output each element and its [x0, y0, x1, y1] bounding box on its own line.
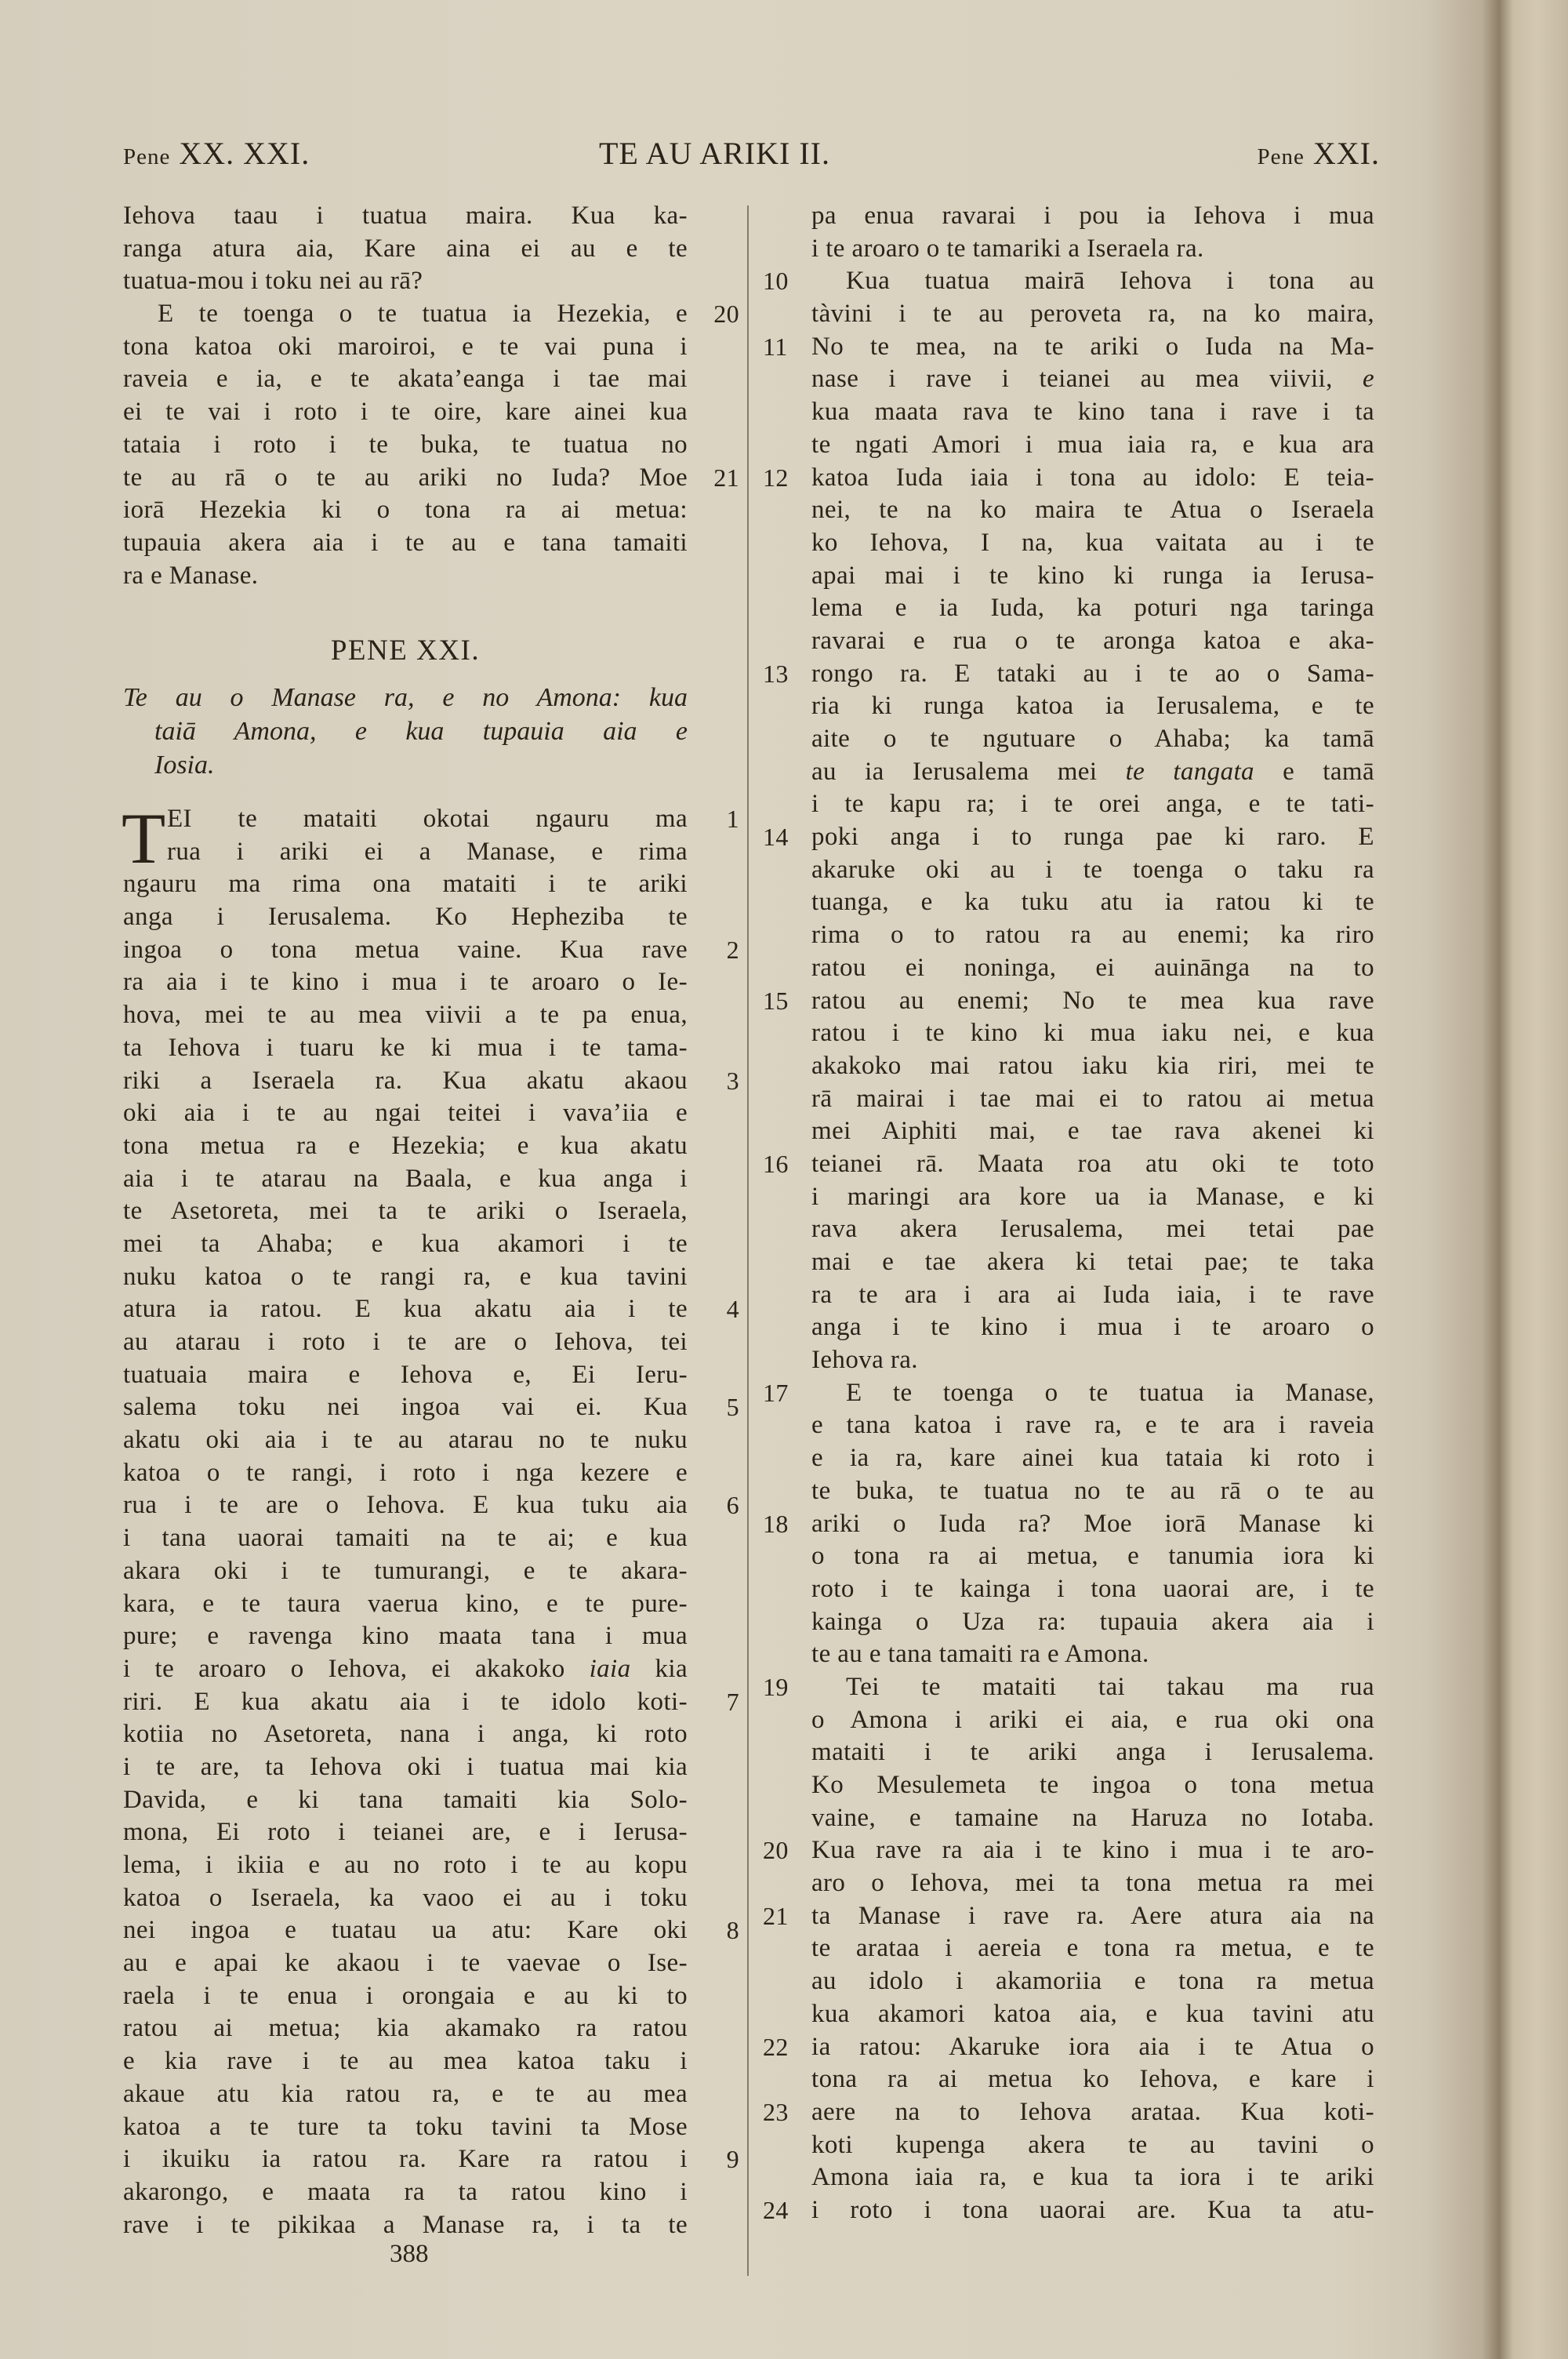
text-line — [123, 2078, 688, 2111]
line-text: mona, Ei roto i teianei are, e i Ierusa- — [123, 1818, 688, 1847]
summary-line: taiā Amona, e kua tupauia aia e — [154, 717, 688, 746]
verse-number: 20 — [763, 1836, 789, 1865]
verse-number: 5 — [726, 1393, 739, 1422]
text-line — [811, 919, 1374, 952]
line-text: katoa o Iseraela, ka vaoo ei au i toku — [123, 1883, 688, 1912]
line-text: i maringi ara kore ua ia Manase, e ki — [811, 1182, 1374, 1211]
line-text: ariki o Iuda ra? Moe iorā Manase ki — [811, 1509, 1374, 1538]
line-text: ratou au enemi; No te mea kua rave — [811, 986, 1374, 1015]
verse-number: 1 — [726, 805, 739, 833]
line-text: teianei rā. Maata roa atu oki te toto — [811, 1149, 1374, 1178]
text-line — [123, 560, 688, 593]
text-line — [763, 2096, 1374, 2129]
verse-number: 2 — [726, 935, 739, 964]
line-text: mei ta Ahaba; e kua akamori i te — [123, 1229, 688, 1258]
verse-number: 11 — [763, 332, 788, 361]
line-text: ta Iehova i tuaru ke ki mua i te tama- — [123, 1033, 688, 1062]
line-text: nuku katoa o te rangi ra, e kua tavini — [123, 1262, 688, 1291]
line-text: akatu oki aia i te au atarau no te nuku — [123, 1426, 688, 1455]
text-line — [123, 1686, 739, 1719]
text-line — [123, 233, 688, 266]
verse-number: 14 — [763, 823, 789, 852]
line-text: E te toenga o te tuatua ia Hezekia, e — [158, 300, 688, 329]
text-line — [123, 429, 688, 462]
line-text: raveia e ia, e te akata’eanga i tae mai — [123, 365, 688, 394]
text-line — [811, 1311, 1374, 1344]
text-line — [763, 1671, 1374, 1704]
text-line — [811, 690, 1374, 723]
line-text: iorā Hezekia ki o tona ra ai metua: — [123, 496, 688, 525]
line-text: te ngati Amori i mua iaia ra, e kua ara — [811, 430, 1374, 459]
line-text: ei te vai i roto i te oire, kare ainei kua — [123, 398, 688, 427]
line-text: koti kupenga akera te au tavini o — [811, 2130, 1374, 2159]
line-text: i te aroaro o te tamariki a Iseraela ra. — [811, 234, 1204, 263]
line-text: lema, i ikiia e au no roto i te au kopu — [123, 1851, 688, 1879]
line-text: akaruke oki au i te toenga o taku ra — [811, 855, 1374, 884]
verse-number: 20 — [713, 300, 739, 329]
italic-text: te tangata — [1125, 757, 1254, 786]
line-text: kua akamori katoa aia, e kua tavini atu — [811, 1999, 1374, 2028]
line-text: tuanga, e ka tuku atu ia ratou ki te — [811, 888, 1374, 917]
verse-number: 3 — [726, 1066, 739, 1095]
line-text: rongo ra. E tataki au i te ao o Sama- — [811, 659, 1374, 688]
line-text: tàvini i te au peroveta ra, na ko maira, — [811, 300, 1374, 329]
text-line — [123, 1751, 688, 1784]
line-text: nase i rave i teianei au mea viivii, e — [811, 365, 1374, 394]
text-line — [811, 1704, 1374, 1737]
line-text: i te kapu ra; i te orei anga, e te tati- — [811, 790, 1374, 819]
left-column-continuation — [123, 200, 739, 592]
line-text: oki aia i te au ngai teitei i vava’iia e — [123, 1099, 688, 1128]
line-text: pure; e ravenga kino maata tana i mua — [123, 1622, 688, 1651]
text-line — [811, 1442, 1374, 1475]
line-text: aite o te ngutuare o Ahaba; ka tamā — [811, 725, 1374, 753]
line-text: kainga o Uza ra: tupauia akera aia i — [811, 1607, 1374, 1636]
text-line — [811, 1115, 1374, 1148]
verse-number: 18 — [763, 1509, 789, 1538]
text-line — [763, 1377, 1374, 1410]
text-line — [811, 1017, 1374, 1050]
line-text: rave i te pikikaa a Manase ra, i ta te — [123, 2210, 688, 2239]
text-line — [811, 1050, 1374, 1083]
text-line — [811, 592, 1374, 625]
line-text: i tana uaorai tamaiti na te ai; e kua — [123, 1524, 688, 1553]
text-line — [123, 1849, 688, 1882]
italic-text: e — [1362, 365, 1374, 394]
text-line — [123, 2045, 688, 2078]
line-text: Ko Mesulemeta te ingoa o tona metua — [811, 1771, 1374, 1799]
text-line — [123, 331, 688, 364]
text-line — [123, 1228, 688, 1261]
italic-text: iaia — [589, 1654, 631, 1683]
verse-number: 17 — [763, 1378, 789, 1407]
line-text: ratou ai metua; kia akamako ra ratou — [123, 2014, 688, 2043]
line-text: rima o to ratou ra au enemi; ka riro — [811, 921, 1374, 950]
text-line — [763, 1148, 1374, 1181]
text-line — [811, 1638, 1374, 1671]
line-text: nei, te na ko maira te Atua o Iseraela — [811, 496, 1374, 525]
line-text: tona metua ra e Hezekia; e kua akatu — [123, 1131, 688, 1160]
line-text: te arataa i aereia e tona ra metua, e te — [811, 1934, 1374, 1963]
line-text: rua i ariki ei a Manase, e rima — [167, 837, 688, 866]
line-text: au ia Ierusalema mei te tangata e tamā — [811, 757, 1375, 786]
chapter-heading: PENE XXI. — [330, 634, 481, 667]
verse-number: 21 — [713, 463, 739, 492]
text-line — [811, 788, 1374, 821]
text-line — [123, 934, 739, 967]
text-line — [123, 1359, 688, 1392]
text-line — [123, 1065, 739, 1098]
text-line — [811, 233, 1374, 266]
text-line — [123, 1261, 688, 1294]
text-line — [123, 1293, 739, 1326]
line-text: No te mea, na te ariki o Iuda na Ma- — [811, 332, 1374, 361]
line-text: akarongo, e maata ra ta ratou kino i — [123, 2177, 688, 2206]
text-line — [811, 298, 1374, 331]
verse-number: 12 — [763, 463, 789, 492]
summary-line: Te au o Manase ra, e no Amona: kua — [123, 683, 688, 712]
text-line — [123, 1522, 688, 1555]
line-text: tupauia akera aia i te au e tana tamaiti — [123, 528, 688, 557]
text-line — [811, 560, 1374, 593]
text-line — [123, 200, 688, 233]
text-line — [123, 1032, 688, 1065]
verse-number: 9 — [726, 2145, 739, 2174]
left-column-body — [122, 798, 739, 2241]
text-line — [123, 1163, 688, 1196]
text-line — [763, 1834, 1374, 1867]
line-text: anga i Ierusalema. Ko Hepheziba te — [123, 903, 688, 932]
line-text: ia ratou: Akaruke iora aia i te Atua o — [811, 2032, 1374, 2061]
text-line — [811, 1344, 1374, 1377]
text-line — [811, 363, 1374, 396]
line-text: raela i te enua i orongaia e au ki to — [123, 1981, 688, 2010]
right-column — [763, 200, 1375, 2227]
line-text: Amona iaia ra, e kua ta iora i te ariki — [811, 2163, 1374, 2192]
line-text: ra te ara i ara ai Iuda iaia, i te rave — [811, 1280, 1374, 1309]
line-text: kua maata rava te kino tana i rave i ta — [811, 398, 1374, 427]
text-line — [123, 1718, 688, 1751]
text-line — [123, 1195, 688, 1228]
page-number: 388 — [390, 2240, 429, 2268]
text-line — [123, 1980, 688, 2013]
text-line — [123, 396, 688, 429]
text-line — [123, 2209, 688, 2242]
text-line — [763, 821, 1374, 854]
text-line — [123, 1816, 688, 1849]
text-line — [811, 952, 1374, 985]
line-text: te au rā o te au ariki no Iuda? Moe — [123, 463, 688, 492]
line-text: katoa o te rangi, i roto i nga kezere e — [123, 1458, 688, 1487]
line-text: i te are, ta Iehova oki i tuatua mai kia — [123, 1752, 688, 1781]
text-line — [811, 200, 1374, 233]
line-text: Iehova ra. — [811, 1346, 918, 1375]
text-line — [123, 462, 739, 495]
line-text: ngauru ma rima ona mataiti i te ariki — [123, 870, 688, 899]
text-line — [123, 2012, 688, 2045]
text-line — [763, 1508, 1374, 1541]
text-line — [763, 331, 1374, 364]
verse-number: 10 — [763, 267, 789, 296]
text-line — [811, 2063, 1374, 2096]
line-text: katoa a te ture ta toku tavini ta Mose — [123, 2112, 688, 2141]
line-text: Kua rave ra aia i te kino i mua i te aro- — [811, 1836, 1374, 1865]
text-line — [123, 1424, 688, 1457]
line-text: vaine, e tamaine na Haruza no Iotaba. — [811, 1803, 1374, 1832]
line-text: aere na to Iehova arataa. Kua koti- — [811, 2097, 1374, 2126]
text-line — [123, 1555, 688, 1588]
text-line — [123, 1914, 739, 1947]
text-line — [811, 723, 1374, 756]
line-text: akara oki i te tumurangi, e te akara- — [123, 1556, 688, 1585]
text-line — [123, 2143, 739, 2176]
text-line — [811, 1932, 1374, 1965]
line-text: i te aroaro o Iehova, ei akakoko iaia kia — [123, 1654, 688, 1683]
text-line — [811, 886, 1374, 919]
verse-number: 24 — [763, 2195, 789, 2224]
text-line — [811, 1213, 1374, 1246]
text-line — [811, 1606, 1374, 1639]
line-text: kara, e te taura vaerua kino, e te pure- — [123, 1589, 688, 1618]
line-text: e tana katoa i rave ra, e te ara i raveia — [811, 1411, 1374, 1440]
verse-number: 4 — [726, 1295, 739, 1324]
line-text: lema e ia Iuda, ka poturi nga taringa — [811, 594, 1374, 623]
line-text: riki a Iseraela ra. Kua akatu akaou — [123, 1066, 688, 1095]
line-text: ravarai e rua o te aronga katoa e aka- — [811, 626, 1374, 655]
text-line — [763, 2031, 1374, 2064]
line-text: rava akera Ierusalema, mei tetai pae — [811, 1215, 1374, 1244]
text-line — [123, 999, 688, 1032]
running-head-left-small: Pene — [123, 144, 171, 169]
text-line — [811, 1867, 1374, 1900]
text-line — [811, 1736, 1374, 1769]
verse-number: 23 — [763, 2097, 789, 2126]
verse-number: 16 — [763, 1149, 789, 1178]
line-text: nei ingoa e tuatau ua atu: Kare oki — [123, 1916, 688, 1945]
line-text: Tei te mataiti tai takau ma rua — [846, 1672, 1374, 1701]
running-head-left — [123, 135, 310, 172]
verse-number: 6 — [726, 1491, 739, 1520]
line-text: o tona ra ai metua, e tanumia iora ki — [811, 1542, 1374, 1571]
line-text: o Amona i ariki ei aia, e rua oki ona — [811, 1705, 1374, 1734]
text-line — [763, 265, 1374, 298]
text-line — [763, 985, 1374, 1018]
text-line — [811, 1279, 1374, 1312]
text-line — [123, 1653, 688, 1686]
line-text: kotiia no Asetoreta, nana i anga, ki roto — [123, 1720, 688, 1749]
line-text: rua i te are o Iehova. E kua tuku aia — [123, 1491, 688, 1520]
text-line — [123, 1784, 688, 1817]
text-line — [123, 1391, 739, 1424]
text-line — [123, 1130, 688, 1163]
text-line — [123, 1620, 688, 1653]
text-line — [123, 1882, 688, 1915]
line-text: aro o Iehova, mei ta tona metua ra mei — [811, 1869, 1374, 1898]
line-text: roto i te kainga i tona uaorai are, i te — [811, 1574, 1374, 1603]
text-line — [811, 1998, 1374, 2031]
text-line — [123, 1457, 688, 1490]
running-head-title: TE AU ARIKI II. — [599, 136, 830, 171]
text-line — [763, 462, 1374, 495]
text-line — [123, 868, 688, 901]
text-line — [811, 1573, 1374, 1606]
line-text: katoa Iuda iaia i tona au idolo: E teia- — [811, 463, 1374, 492]
line-text: salema toku nei ingoa vai ei. Kua — [123, 1393, 688, 1422]
text-line — [811, 1965, 1374, 1998]
running-head-left-rest: XX. XXI. — [170, 136, 310, 171]
text-line — [811, 2161, 1374, 2194]
line-text: EI te mataiti okotai ngauru ma — [167, 805, 688, 833]
text-line — [123, 527, 688, 560]
text-line — [123, 2176, 688, 2209]
text-line — [123, 1097, 688, 1130]
text-line — [811, 756, 1374, 789]
line-text: atura ia ratou. E kua akatu aia i te — [123, 1295, 688, 1324]
line-text: i ikuiku ia ratou ra. Kare ra ratou i — [123, 2145, 688, 2174]
text-line — [811, 1769, 1374, 1802]
line-text: tataia i roto i te buka, te tuatua no — [123, 430, 688, 459]
verse-number: 19 — [763, 1672, 789, 1701]
text-line — [811, 1802, 1374, 1835]
line-text: Kua tuatua mairā Iehova i tona au — [846, 267, 1374, 296]
line-text: hova, mei te au mea viivii a te pa enua, — [123, 1001, 688, 1030]
text-line — [123, 1326, 688, 1359]
line-text: au atarau i roto i te are o Iehova, tei — [123, 1328, 688, 1356]
column-divider — [747, 205, 749, 2276]
verse-number: 15 — [763, 986, 789, 1015]
verse-number: 13 — [763, 659, 789, 688]
running-head-right-small: Pene — [1257, 144, 1305, 169]
text-line — [811, 625, 1374, 658]
text-line — [123, 901, 688, 934]
text-line — [123, 836, 688, 869]
line-text: ra e Manase. — [123, 561, 259, 590]
line-text: anga i te kino i mua i te aroaro o — [811, 1313, 1374, 1342]
line-text: mei Aiphiti mai, e tae rava akenei ki — [811, 1117, 1374, 1146]
verse-number: 22 — [763, 2032, 789, 2061]
line-text: akakoko mai ratou iaku kia riri, mei te — [811, 1051, 1374, 1080]
text-line — [763, 658, 1374, 691]
line-text: aia i te atarau na Baala, e kua anga i — [123, 1164, 688, 1193]
line-text: te Asetoreta, mei ta te ariki o Iseraela, — [123, 1197, 688, 1226]
line-text: au e apai ke akaou i te vaevae o Ise- — [123, 1949, 688, 1978]
line-text: ratou i te kino ki mua iaku nei, e kua — [811, 1019, 1374, 1048]
line-text: e kia rave i te au mea katoa taku i — [123, 2047, 688, 2076]
text-line — [811, 1475, 1374, 1508]
text-line — [811, 396, 1374, 429]
summary-line: Iosia. — [154, 751, 215, 780]
line-text: ranga atura aia, Kare aina ei au e te — [123, 234, 688, 263]
text-line — [811, 429, 1374, 462]
line-text: ratou ei noninga, ei auinānga na to — [811, 953, 1374, 982]
text-line — [811, 854, 1374, 887]
text-line — [123, 298, 739, 331]
verse-number: 7 — [726, 1687, 739, 1716]
line-text: te au e tana tamaiti ra e Amona. — [811, 1640, 1149, 1669]
line-text: rā mairai i tae mai ei to ratou ai metua — [811, 1084, 1374, 1113]
line-text: au idolo i akamoriia e tona ra metua — [811, 1967, 1374, 1996]
line-text: Davida, e ki tana tamaiti kia Solo- — [123, 1785, 688, 1814]
text-line — [763, 2194, 1374, 2227]
text-line — [811, 1246, 1374, 1279]
text-line — [123, 966, 688, 999]
line-text: tuatua-mou i toku nei au rā? — [123, 267, 423, 296]
text-line — [811, 2129, 1374, 2162]
line-text: poki anga i to runga pae ki raro. E — [811, 823, 1374, 852]
text-line — [811, 1409, 1374, 1442]
line-text: akaue atu kia ratou ra, e te au mea — [123, 2079, 688, 2108]
verse-number: 21 — [763, 1901, 789, 1930]
text-line — [123, 363, 688, 396]
line-text: apai mai i te kino ki runga ia Ierusa- — [811, 561, 1374, 590]
text-line — [811, 494, 1374, 527]
line-text: ta Manase i rave ra. Aere atura aia na — [811, 1901, 1374, 1930]
drop-cap: T — [122, 798, 166, 878]
text-line — [123, 494, 688, 527]
running-head-right-rest: XXI. — [1304, 136, 1380, 171]
line-text: tona ra ai metua ko Iehova, e kare i — [811, 2065, 1374, 2094]
chapter-summary — [123, 681, 688, 782]
text-line — [123, 803, 739, 836]
running-head-right — [1258, 135, 1380, 172]
line-text: tuatuaia maira e Iehova e, Ei Ieru- — [123, 1360, 688, 1389]
line-text: te buka, te tuatua no te au rā o te au — [811, 1476, 1374, 1505]
line-text: ingoa o tona metua vaine. Kua rave — [123, 935, 688, 964]
line-text: tona katoa oki maroiroi, e te vai puna i — [123, 332, 688, 361]
line-text: e ia ra, kare ainei kua tataia ki roto i — [811, 1444, 1374, 1473]
verse-number: 8 — [726, 1916, 739, 1945]
text-line — [811, 1083, 1374, 1116]
text-line — [123, 1588, 688, 1621]
text-line — [123, 1947, 688, 1980]
line-text: mataiti i te ariki anga i Ierusalema. — [811, 1738, 1374, 1767]
line-text: riri. E kua akatu aia i te idolo koti- — [123, 1687, 688, 1716]
line-text: pa enua ravarai i pou ia Iehova i mua — [811, 202, 1374, 230]
text-line — [123, 1489, 739, 1522]
line-text: ria ki runga katoa ia Ierusalema, e te — [811, 692, 1374, 721]
text-line — [811, 527, 1374, 560]
text-line — [123, 2111, 688, 2144]
line-text: mai e tae akera ki tetai pae; te taka — [811, 1248, 1374, 1276]
line-text: i roto i tona uaorai are. Kua ta atu- — [811, 2195, 1374, 2224]
line-text: ra aia i te kino i mua i te aroaro o Ie- — [123, 968, 688, 997]
line-text: ko Iehova, I na, kua vaitata au i te — [811, 528, 1374, 557]
text-line — [811, 1181, 1374, 1214]
text-line — [763, 1900, 1374, 1933]
text-line — [123, 265, 688, 298]
line-text: Iehova taau i tuatua maira. Kua ka- — [123, 202, 688, 230]
text-line — [811, 1540, 1374, 1573]
line-text: E te toenga o te tuatua ia Manase, — [846, 1378, 1374, 1407]
